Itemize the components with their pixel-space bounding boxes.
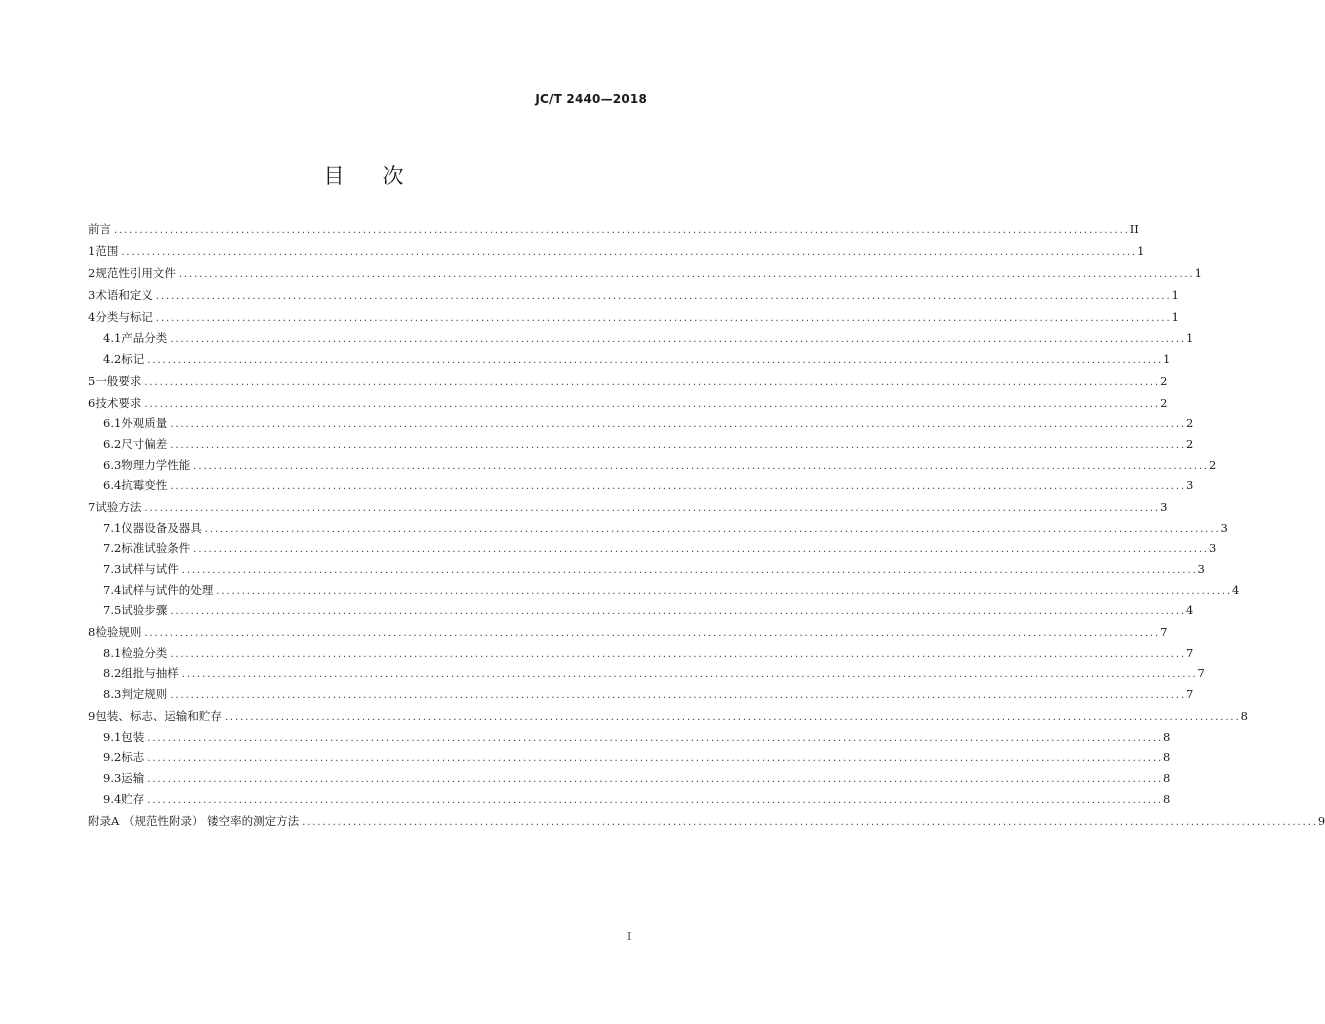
toc-entry-page: II <box>1129 222 1139 236</box>
toc-entry-page: 1 <box>1194 266 1202 281</box>
toc-entry-page: 7 <box>1197 666 1205 681</box>
toc-title-char-2: 次 <box>382 164 406 188</box>
page-number: I <box>627 930 632 943</box>
toc-entry[interactable] <box>88 643 1194 664</box>
toc-entry-title: 术语和定义 <box>95 288 153 303</box>
toc-entry[interactable] <box>88 727 1171 748</box>
toc-entry[interactable] <box>88 455 1217 476</box>
dot-leader: ........................................................................................................................................................................................................ <box>170 690 1187 702</box>
toc-entry-page: 1 <box>1163 351 1171 366</box>
toc-entry-page: 7 <box>1186 645 1194 660</box>
dot-leader: ........................................................................................................................................................................................................ <box>147 794 1164 806</box>
toc-entry-number: 6.3 <box>103 457 122 472</box>
toc-entry-page: 8 <box>1240 709 1248 724</box>
dot-leader: ........................................................................................................................................................................................................ <box>224 712 1241 724</box>
dot-leader: ........................................................................................................................................................................................................ <box>170 419 1187 431</box>
dot-leader: ........................................................................................................................................................................................................ <box>147 732 1164 744</box>
toc-entry[interactable] <box>88 580 1240 601</box>
dot-leader: ........................................................................................................................................................................................................ <box>147 354 1164 366</box>
toc-entry-page: 7 <box>1186 687 1194 702</box>
dot-leader: ........................................................................................................................................................................................................ <box>170 606 1187 618</box>
toc-entry[interactable] <box>88 559 1205 580</box>
toc-entry-title: 检验规则 <box>95 625 142 640</box>
toc-entry-title: 产品分类 <box>121 330 168 345</box>
dot-leader: ........................................................................................................................................................................................................ <box>170 648 1187 660</box>
toc-entry[interactable] <box>88 538 1217 559</box>
toc-entry[interactable] <box>88 518 1228 539</box>
toc-entry-title: 仪器设备及器具 <box>121 520 202 535</box>
toc-entry[interactable] <box>88 263 1202 284</box>
toc-entry[interactable] <box>88 434 1194 455</box>
toc-entry-page: 9 <box>1317 813 1325 828</box>
dot-leader: ........................................................................................................................................................................................................ <box>181 669 1198 681</box>
toc-entry-number: 4.1 <box>103 330 122 345</box>
toc-entry-number: 9.2 <box>103 750 122 765</box>
toc-entry-number: 7 <box>88 500 96 515</box>
toc-entry[interactable] <box>88 328 1194 349</box>
toc-entry[interactable] <box>88 307 1179 328</box>
toc-entry-page: 4 <box>1232 582 1240 597</box>
toc-entry-title: 试验步骤 <box>121 603 168 618</box>
toc-entry[interactable] <box>88 475 1194 496</box>
dot-leader: ........................................................................................................................................................................................................ <box>193 460 1210 472</box>
toc-entry-number: 9.1 <box>103 729 122 744</box>
toc-entry-number: 4 <box>88 310 96 325</box>
dot-leader: ........................................................................................................................................................................................................ <box>144 398 1161 410</box>
toc-entry-number: 6.2 <box>103 436 122 451</box>
toc-entry-title: 标准试验条件 <box>121 541 191 556</box>
toc-entry-title: 包装 <box>121 729 145 744</box>
toc-entry-page: 3 <box>1160 500 1168 515</box>
dot-leader: ........................................................................................................................................................................................................ <box>181 565 1198 576</box>
dot-leader: ........................................................................................................................................................................................................ <box>170 333 1187 345</box>
toc-entry-number: 8.2 <box>103 666 122 681</box>
toc-entry-page: 1 <box>1186 330 1194 345</box>
toc-entry[interactable] <box>88 219 1139 240</box>
toc-entry-title: 试样与试件 <box>121 562 179 576</box>
dot-leader: ........................................................................................................................................................................................................ <box>170 439 1187 451</box>
toc-entry-page: 2 <box>1186 436 1194 451</box>
toc-entry-title: 分类与标记 <box>95 310 153 325</box>
dot-leader: ........................................................................................................................................................................................................ <box>170 481 1187 493</box>
toc-entry-title: 附录A （规范性附录） 镂空率的测定方法 <box>88 813 300 828</box>
toc-entry-page: 2 <box>1209 457 1217 472</box>
toc-entry-title: 范围 <box>95 244 119 259</box>
toc-entry-title: 尺寸偏差 <box>121 436 168 451</box>
toc-entry[interactable] <box>88 393 1168 414</box>
toc-entry-page: 7 <box>1160 625 1168 640</box>
toc-entry-title: 前言 <box>88 222 111 236</box>
toc-entry-page: 8 <box>1163 729 1171 744</box>
toc-entry[interactable] <box>88 684 1194 705</box>
toc-entry[interactable] <box>88 371 1168 392</box>
toc-entry-number: 8.3 <box>103 687 122 702</box>
toc-entry-page: 3 <box>1186 478 1194 493</box>
toc-entry[interactable] <box>88 285 1179 306</box>
toc-entry-title: 标志 <box>121 750 145 765</box>
toc-entry-number: 7.1 <box>103 520 122 535</box>
toc-entry-number: 9.3 <box>103 770 122 785</box>
dot-leader: ........................................................................................................................................................................................................ <box>121 247 1138 259</box>
dot-leader: ........................................................................................................................................................................................................ <box>216 585 1233 597</box>
toc-title-char-1: 目 <box>323 164 347 188</box>
toc-entry[interactable] <box>88 622 1168 643</box>
toc-entry-title: 判定规则 <box>121 687 168 702</box>
toc-entry-number: 1 <box>88 244 96 259</box>
toc-entry-page: 3 <box>1197 562 1205 576</box>
toc-entry-title: 技术要求 <box>95 395 142 410</box>
toc-entry-title: 试样与试件的处理 <box>121 582 214 597</box>
toc-entry-number: 7.2 <box>103 541 122 556</box>
toc-title <box>0 160 729 190</box>
toc-entry-title: 组批与抽样 <box>121 666 179 681</box>
dot-leader: ........................................................................................................................................................................................................ <box>193 544 1210 556</box>
toc-entry[interactable] <box>88 747 1171 768</box>
toc-entry-page: 1 <box>1171 310 1179 325</box>
toc-entry-number: 9 <box>88 709 96 724</box>
toc-entry-number: 4.2 <box>103 351 122 366</box>
toc-entry-title: 标记 <box>121 351 145 366</box>
toc-entry-title: 外观质量 <box>121 416 168 431</box>
toc-entry[interactable] <box>88 241 1145 262</box>
toc-entry[interactable] <box>88 349 1171 370</box>
toc-entry-number: 6 <box>88 395 96 410</box>
toc-entry-title: 检验分类 <box>121 645 168 660</box>
toc-entry-number: 7.5 <box>103 603 122 618</box>
dot-leader: ........................................................................................................................................................................................................ <box>155 291 1172 303</box>
toc-entry-number: 9.4 <box>103 791 122 806</box>
toc-entry-number: 2 <box>88 266 96 281</box>
toc-entry-number: 6.1 <box>103 416 122 431</box>
toc-entry[interactable] <box>88 789 1171 810</box>
toc-entry-page: 8 <box>1163 750 1171 765</box>
dot-leader: ........................................................................................................................................................................................................ <box>144 503 1161 515</box>
dot-leader: ........................................................................................................................................................................................................ <box>114 225 1130 236</box>
toc-entry-title: 贮存 <box>121 791 145 806</box>
toc-entry-title: 物理力学性能 <box>121 457 191 472</box>
dot-leader: ........................................................................................................................................................................................................ <box>144 628 1161 640</box>
standard-code: JC/T 2440—2018 <box>535 92 647 106</box>
dot-leader: ........................................................................................................................................................................................................ <box>144 376 1161 388</box>
toc-entry-page: 3 <box>1220 520 1228 535</box>
toc-entry-number: 5 <box>88 373 96 388</box>
dot-leader: ........................................................................................................................................................................................................ <box>302 816 1318 828</box>
toc-entry[interactable] <box>88 811 1325 832</box>
toc-entry-page: 3 <box>1209 541 1217 556</box>
toc-entry-title: 运输 <box>121 770 145 785</box>
toc-entry[interactable] <box>88 413 1194 434</box>
toc-entry-number: 8 <box>88 625 96 640</box>
toc-entry-number: 7.4 <box>103 582 122 597</box>
toc-entry-page: 8 <box>1163 791 1171 806</box>
toc-entry-title: 包装、标志、运输和贮存 <box>95 709 222 724</box>
toc-entry-title: 抗霉变性 <box>121 478 168 493</box>
toc-entry-page: 4 <box>1186 603 1194 618</box>
toc-entry-number: 6.4 <box>103 478 122 493</box>
toc-entry-page: 1 <box>1171 288 1179 303</box>
toc-entry-title: 规范性引用文件 <box>95 266 176 281</box>
toc-entry-number: 7.3 <box>103 562 122 576</box>
dot-leader: ........................................................................................................................................................................................................ <box>147 773 1164 785</box>
toc-entry-title: 试验方法 <box>95 500 142 515</box>
toc-entry[interactable] <box>88 600 1194 621</box>
toc-entry-page: 2 <box>1160 395 1168 410</box>
toc-entry[interactable] <box>88 663 1205 684</box>
toc-entry-page: 8 <box>1163 770 1171 785</box>
toc-entry-page: 2 <box>1186 416 1194 431</box>
toc-entry-number: 3 <box>88 288 96 303</box>
dot-leader: ........................................................................................................................................................................................................ <box>147 753 1164 765</box>
toc-entry[interactable] <box>88 768 1171 789</box>
dot-leader: ........................................................................................................................................................................................................ <box>204 523 1221 535</box>
dot-leader: ........................................................................................................................................................................................................ <box>178 269 1195 281</box>
toc-entry-number: 8.1 <box>103 645 122 660</box>
toc-entry-page: 1 <box>1137 244 1145 259</box>
toc-entry-title: 一般要求 <box>95 373 142 388</box>
toc-entry-page: 2 <box>1160 373 1168 388</box>
toc-entry[interactable] <box>88 497 1168 518</box>
dot-leader: ........................................................................................................................................................................................................ <box>155 313 1172 325</box>
toc-entry[interactable] <box>88 706 1248 727</box>
table-of-contents <box>88 219 1325 831</box>
